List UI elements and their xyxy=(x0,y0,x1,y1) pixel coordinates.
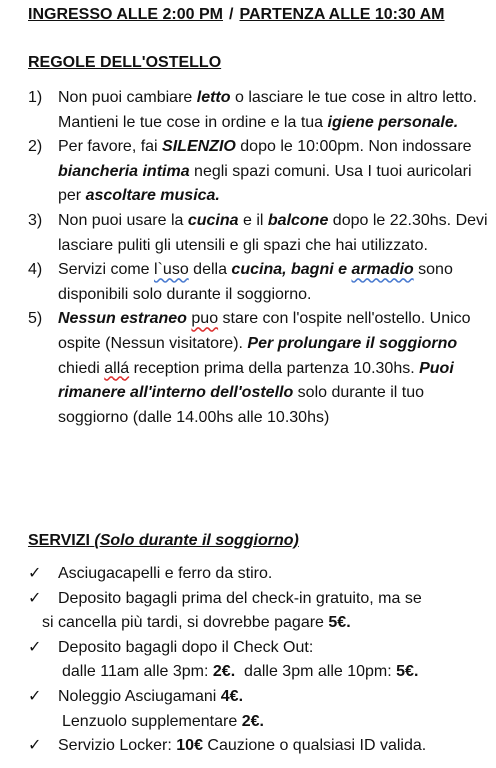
rule-emphasis: Nessun estraneo xyxy=(58,310,187,328)
service-price: 10€ xyxy=(176,737,203,755)
rule-number: 1) xyxy=(28,89,43,106)
rules-list xyxy=(28,86,488,430)
rule-text: chiedi xyxy=(58,359,105,377)
service-text: dalle 3pm alle 10pm: xyxy=(235,663,397,681)
rule-number: 5) xyxy=(28,310,43,328)
service-price: 2€. xyxy=(241,712,264,730)
rule-text: solo durante il tuo soggiorno (dalle 14.00hs alle 10.30hs) xyxy=(58,384,424,426)
rule-text: stare con l'ospite nell'ostello. Unico ospite (Nessun visitatore). xyxy=(58,310,471,352)
services-title xyxy=(28,532,299,550)
rule-item xyxy=(28,307,488,430)
rule-emphasis: Puoi rimanere all'interno dell'ostello xyxy=(58,359,454,402)
rule-emphasis: biancheria intima xyxy=(58,162,190,180)
rule-item xyxy=(28,86,488,135)
checkmark-icon: ✓ xyxy=(28,737,42,755)
rule-item xyxy=(28,258,488,307)
rule-text-spellcheck: allá xyxy=(104,359,130,377)
rule-text: o lasciare le tue cose in altro letto. Mantieni le tue cose in ordine e la tua xyxy=(58,89,477,131)
rule-text: sono disponibili solo durante il soggiorno. xyxy=(58,261,453,303)
rule-emphasis: cucina, bagni e xyxy=(231,261,352,279)
checkout-time: PARTENZA ALLE 10:30 AM xyxy=(239,6,445,23)
service-item xyxy=(28,734,490,759)
rule-text: Per favore, fai xyxy=(58,138,163,156)
services-title-text: SERVIZI xyxy=(28,532,90,549)
service-item xyxy=(28,562,490,587)
rule-emphasis: cucina xyxy=(187,211,239,229)
rule-emphasis: armadio xyxy=(351,261,414,279)
rule-text: Non puoi usare la xyxy=(58,211,188,229)
rule-text: dopo le 22.30hs. Devi lasciare puliti gli utensili e gli spazi che hai utilizzato. xyxy=(58,211,488,254)
rule-text: Servizi come xyxy=(58,261,155,279)
rule-emphasis: igiene personale. xyxy=(327,113,459,131)
service-text: Deposito bagagli prima del check-in gratuito, ma se xyxy=(58,589,422,607)
checkmark-icon: ✓ xyxy=(28,565,42,582)
rule-item xyxy=(28,135,488,209)
service-price: 5€. xyxy=(328,614,351,632)
rule-number: 4) xyxy=(28,261,43,279)
service-text: Cauzione o qualsiasi ID valida. xyxy=(202,737,427,755)
rule-emphasis: Per prolungare il soggiorno xyxy=(247,334,458,352)
service-price: 5€. xyxy=(396,663,419,681)
header xyxy=(28,6,490,24)
rule-text: della xyxy=(188,261,232,279)
service-continuation xyxy=(58,710,490,735)
service-item xyxy=(28,587,490,636)
rule-emphasis: ascoltare musica. xyxy=(85,187,220,205)
service-text: Lenzuolo supplementare xyxy=(62,712,242,730)
service-text: Servizio Locker: xyxy=(58,737,177,755)
services-subtitle: (Solo durante il soggiorno) xyxy=(94,532,299,549)
service-price: 2€. xyxy=(212,663,236,681)
service-text: si cancella più tardi, si dovrebbe pagare xyxy=(42,614,329,632)
rule-item xyxy=(28,209,488,258)
rule-text-spellcheck: puo xyxy=(191,310,219,328)
service-continuation xyxy=(58,660,490,685)
service-text: Deposito bagagli dopo il Check Out: xyxy=(58,638,314,656)
rule-text-spellcheck: l`uso xyxy=(154,261,189,279)
rule-text: Non puoi cambiare xyxy=(58,89,197,106)
rule-text: reception prima della partenza 10.30hs. xyxy=(129,359,420,377)
service-text: Asciugacapelli e ferro da stiro. xyxy=(58,565,273,582)
checkmark-icon: ✓ xyxy=(28,638,42,656)
rule-emphasis: letto xyxy=(196,89,231,106)
checkin-time: INGRESSO ALLE 2:00 PM xyxy=(28,6,223,23)
rule-emphasis: SILENZIO xyxy=(162,138,236,156)
service-item xyxy=(28,685,490,734)
service-item xyxy=(28,636,490,685)
service-price: 4€. xyxy=(220,687,244,705)
service-text: dalle 11am alle 3pm: xyxy=(62,663,213,681)
rule-text: e il xyxy=(238,211,268,229)
service-continuation xyxy=(42,611,490,636)
rule-emphasis: balcone xyxy=(267,211,329,229)
checkmark-icon: ✓ xyxy=(28,687,42,705)
rule-text: negli spazi comuni. Usa I tuoi auricolari per xyxy=(58,162,472,205)
rules-title: REGOLE DELL'OSTELLO xyxy=(28,54,222,71)
service-text: Noleggio Asciugamani xyxy=(58,687,221,705)
header-separator: / xyxy=(229,6,234,23)
rule-number: 3) xyxy=(28,211,43,229)
rule-number: 2) xyxy=(28,138,43,156)
services-list xyxy=(28,562,490,759)
checkmark-icon: ✓ xyxy=(28,589,42,607)
rule-text: dopo le 10:00pm. Non indossare xyxy=(235,138,472,156)
